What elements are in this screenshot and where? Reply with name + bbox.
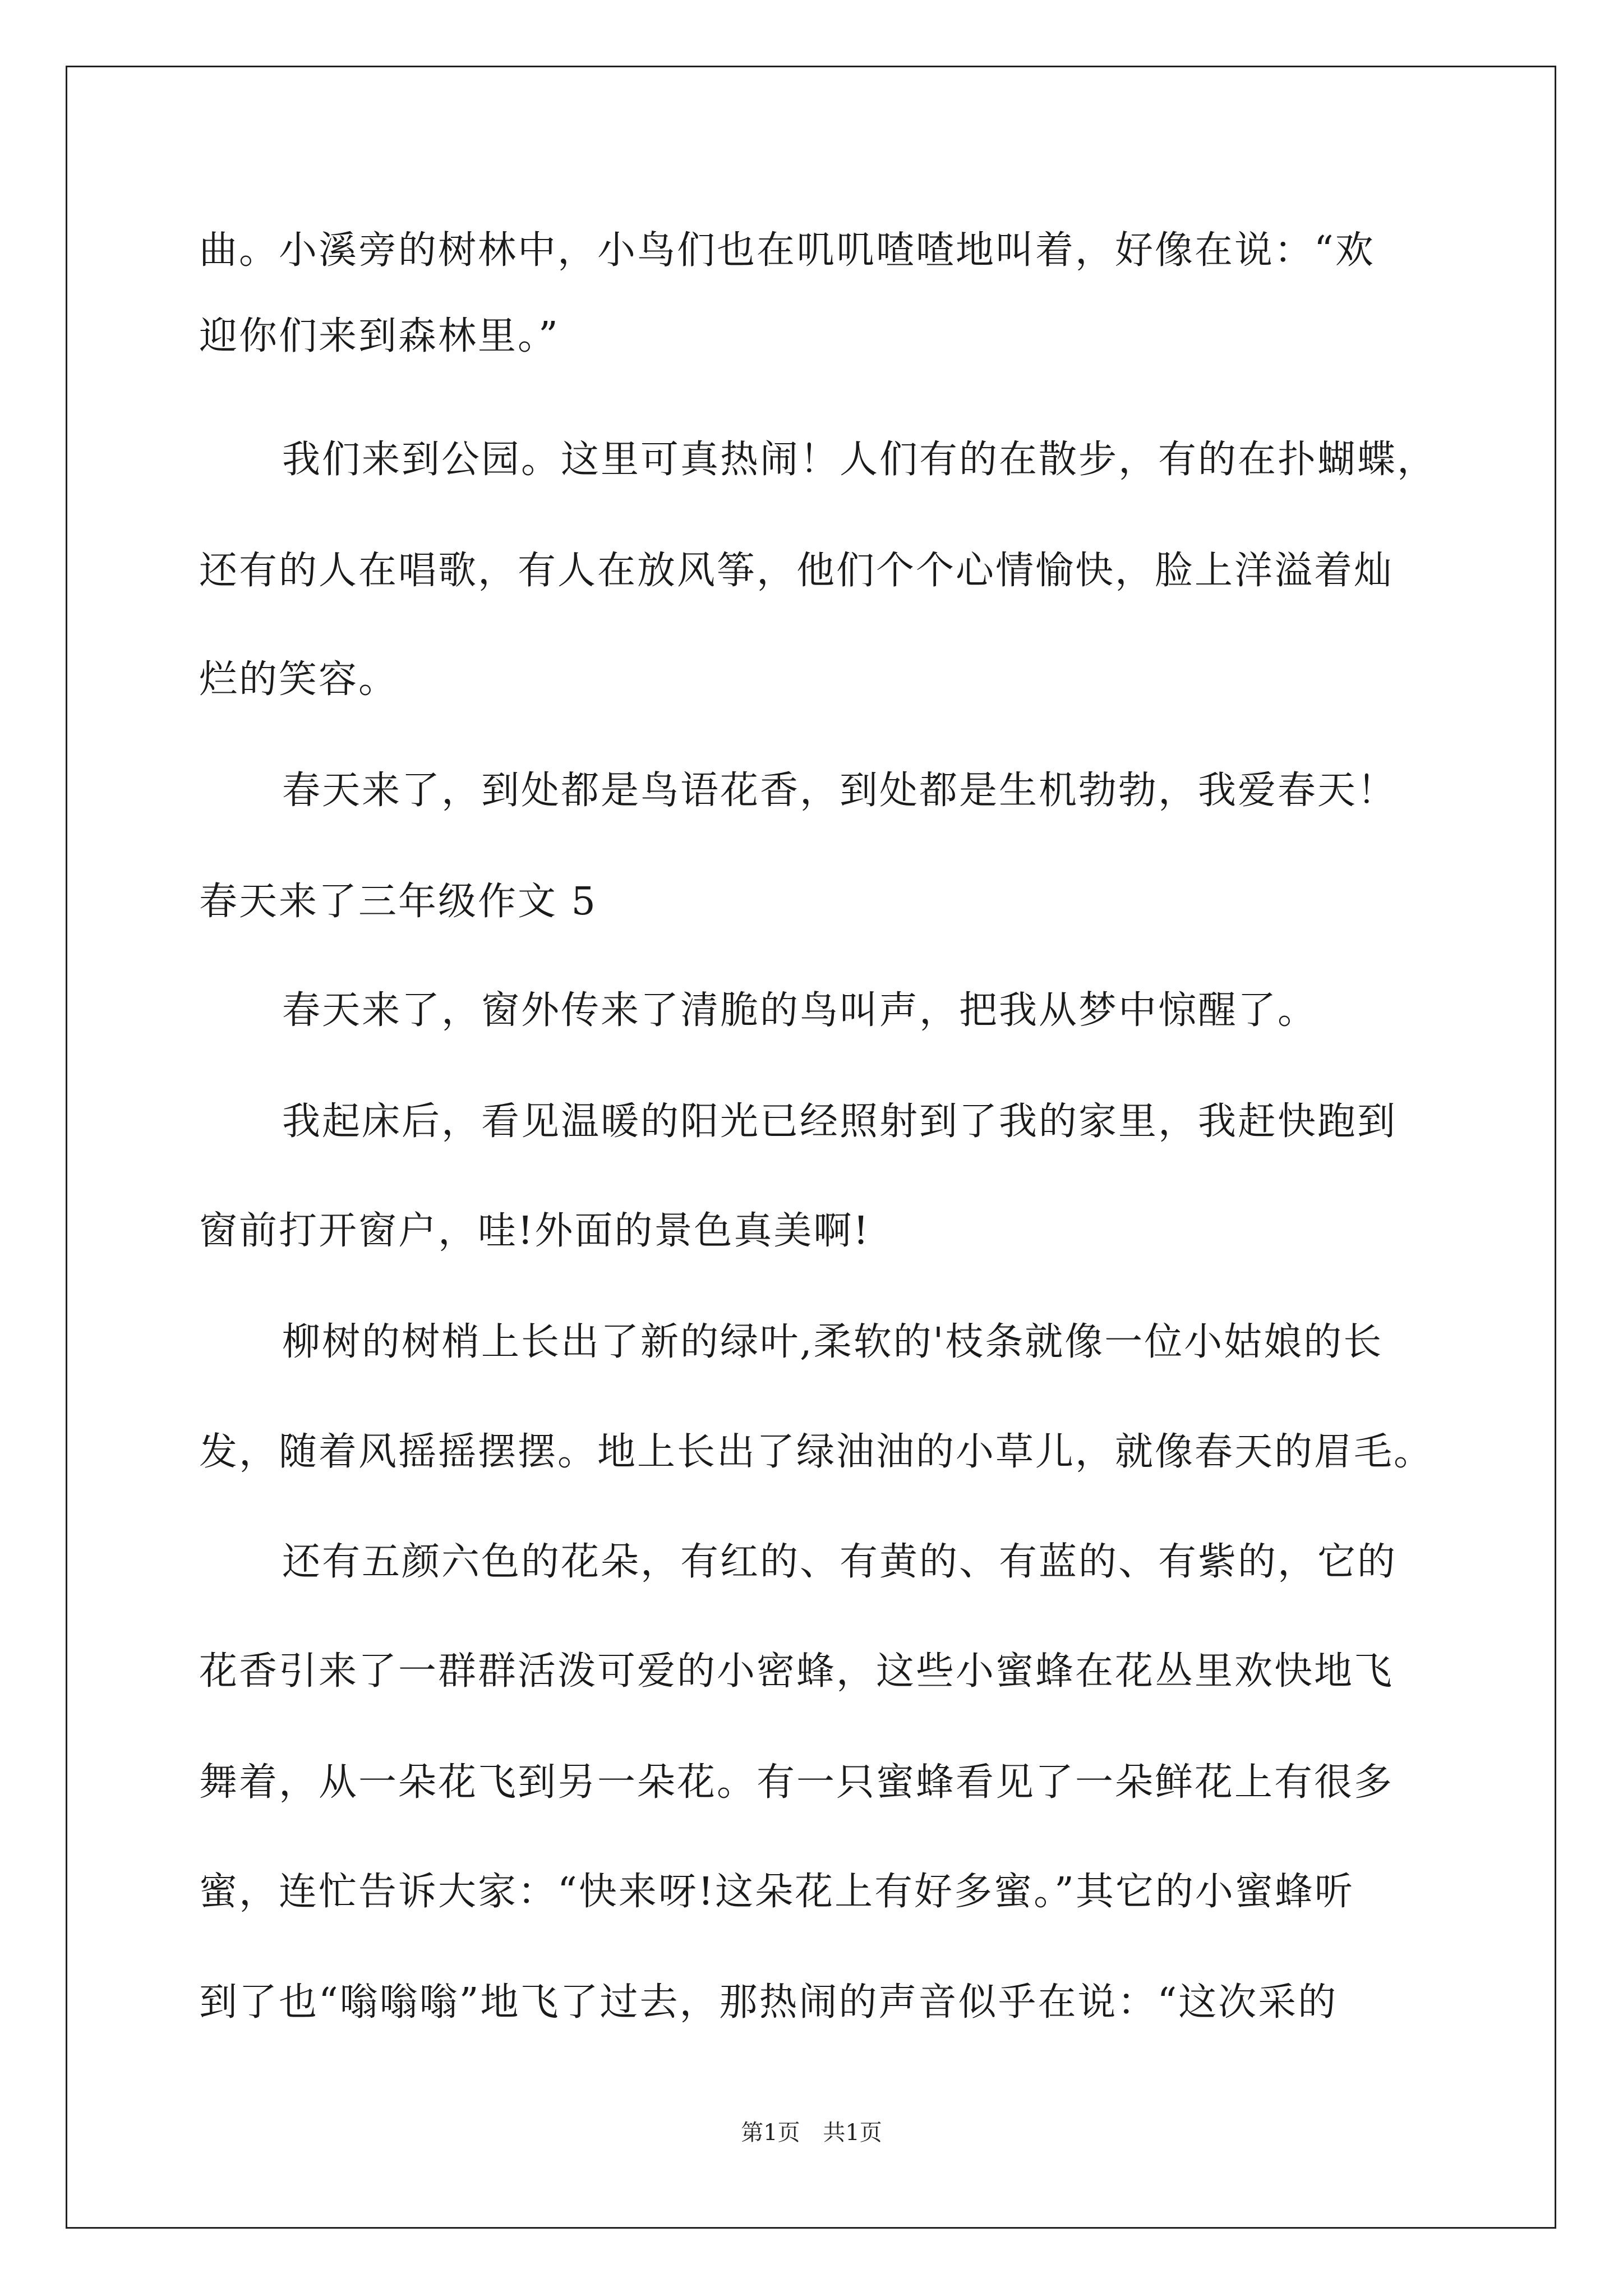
text-line: 迎你们来到森林里。” bbox=[199, 314, 560, 358]
text-line: 烂的笑容。 bbox=[199, 657, 399, 702]
text-line: 蜜，连忙告诉大家：“快来呀!这朵花上有好多蜜。”其它的小蜜蜂听 bbox=[199, 1870, 1354, 1914]
paragraph-line: 柳树的树梢上长出了新的绿叶,柔软的'枝条就像一位小姑娘的长 bbox=[282, 1320, 1384, 1364]
page-footer bbox=[0, 2119, 1623, 2147]
paragraph-line: 春天来了，到处都是鸟语花香，到处都是生机勃勃，我爱春天！ bbox=[282, 769, 1398, 813]
section-heading: 春天来了三年级作文 5 bbox=[199, 880, 597, 924]
paragraph-line: 我们来到公园。这里可真热闹！人们有的在散步，有的在扑蝴蝶， bbox=[282, 438, 1437, 482]
page-total: 共1页 bbox=[823, 2120, 882, 2146]
text-line: 曲。小溪旁的树林中，小鸟们也在叽叽喳喳地叫着，好像在说：“欢 bbox=[199, 228, 1375, 273]
text-line: 窗前打开窗户，哇!外面的景色真美啊! bbox=[199, 1209, 870, 1253]
text-line: 花香引来了一群群活泼可爱的小密蜂，这些小蜜蜂在花丛里欢快地飞 bbox=[199, 1649, 1394, 1694]
text-line: 发，随着风摇摇摆摆。地上长出了绿油油的小草儿，就像春天的眉毛。 bbox=[199, 1430, 1434, 1474]
text-line: 到了也“嗡嗡嗡”地飞了过去，那热闹的声音似乎在说：“这次采的 bbox=[199, 1980, 1338, 2024]
text-line: 舞着，从一朵花飞到另一朵花。有一只蜜蜂看见了一朵鲜花上有很多 bbox=[199, 1760, 1394, 1805]
paragraph-line: 春天来了，窗外传来了清脆的鸟叫声，把我从梦中惊醒了。 bbox=[282, 988, 1318, 1033]
paragraph-line: 我起床后，看见温暖的阳光已经照射到了我的家里，我赶快跑到 bbox=[282, 1099, 1398, 1144]
paragraph-line: 还有五颜六色的花朵，有红的、有黄的、有蓝的、有紫的，它的 bbox=[282, 1540, 1398, 1584]
text-line: 还有的人在唱歌，有人在放风筝，他们个个心情愉快，脸上洋溢着灿 bbox=[199, 549, 1394, 593]
page-number: 第1页 bbox=[741, 2120, 800, 2146]
